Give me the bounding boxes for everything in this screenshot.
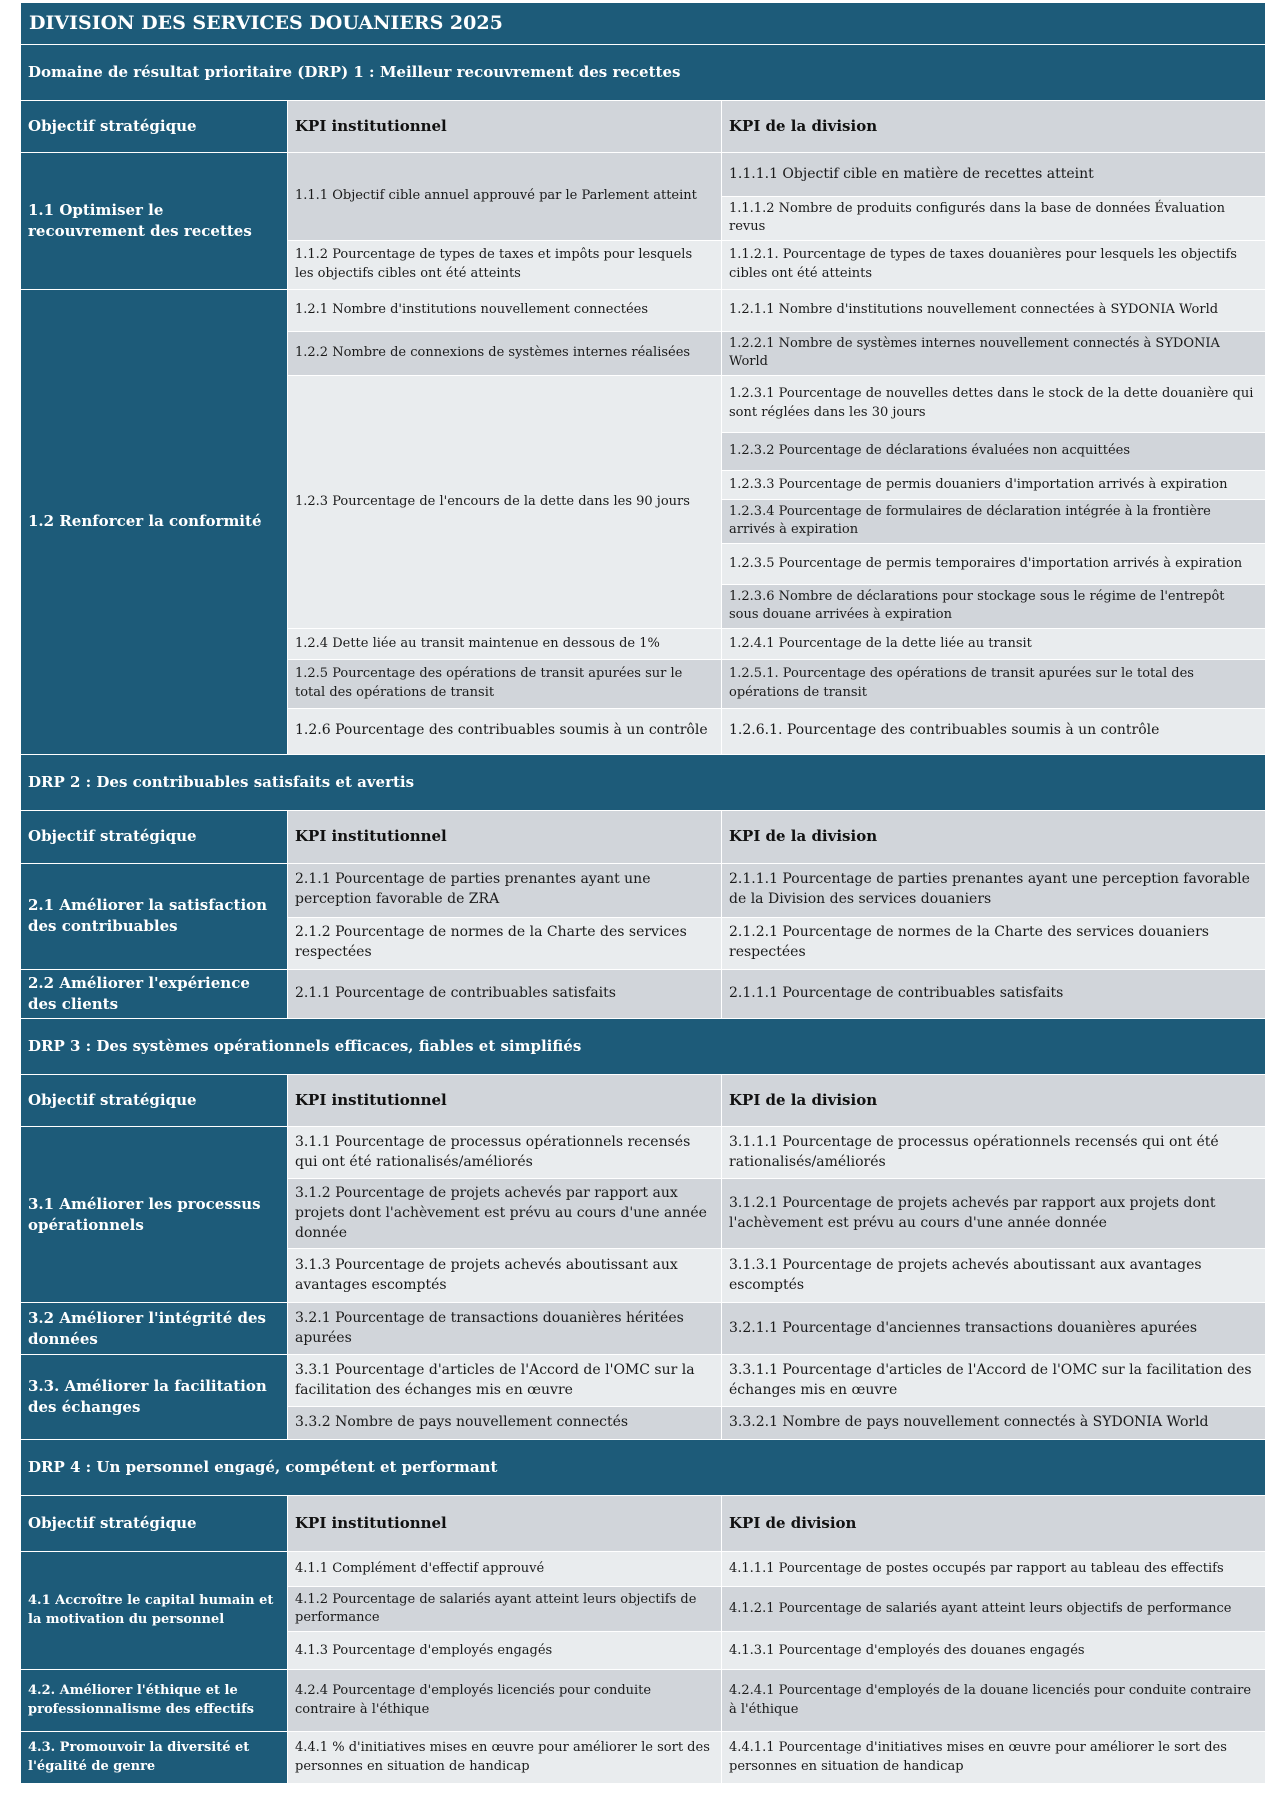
- drp3-title: DRP 3 : Des systèmes opérationnels efficaces, fiables et simplifiés: [21, 1019, 1266, 1075]
- objectif-2-1: 2.1 Améliorer la satisfaction des contribuables: [21, 863, 288, 969]
- header-kpi-institutionnel: KPI institutionnel: [288, 810, 722, 863]
- header-kpi-institutionnel: KPI institutionnel: [288, 101, 722, 153]
- header-objectif: Objectif stratégique: [21, 101, 288, 153]
- kpi-div-4-2-4-1: 4.2.4.1 Pourcentage d'employés de la douane licenciés pour conduite contraire à l'éthique: [722, 1670, 1266, 1732]
- kpi-div-1-2-3-3: 1.2.3.3 Pourcentage de permis douaniers d'importation arrivés à expiration: [722, 470, 1266, 499]
- objectif-4-1: 4.1 Accroître le capital humain et la motivation du personnel: [21, 1552, 288, 1670]
- kpi-div-1-1-2-1: 1.1.2.1. Pourcentage de types de taxes douanières pour lesquels les objectifs cibles ont été atteints: [722, 240, 1266, 289]
- header-kpi-division: KPI de la division: [722, 810, 1266, 863]
- drp2-title: DRP 2 : Des contribuables satisfaits et avertis: [21, 754, 1266, 810]
- kpi-div-3-2-1-1: 3.2.1.1 Pourcentage d'anciennes transactions douanières apurées: [722, 1303, 1266, 1355]
- kpi-inst-3-2-1: 3.2.1 Pourcentage de transactions douanières héritées apurées: [288, 1303, 722, 1355]
- kpi-div-4-4-1-1: 4.4.1.1 Pourcentage d'initiatives mises en œuvre pour améliorer le sort des personnes en situation de handicap: [722, 1732, 1266, 1784]
- kpi-document: [20, 2, 1265, 1784]
- kpi-div-1-1-1-2: 1.1.1.2 Nombre de produits configurés dans la base de données Évaluation revus: [722, 197, 1266, 241]
- objectif-1-1: 1.1 Optimiser le recouvrement des recettes: [21, 153, 288, 290]
- kpi-div-1-2-2-1: 1.2.2.1 Nombre de systèmes internes nouvellement connectés à SYDONIA World: [722, 331, 1266, 375]
- kpi-inst-2-2-1: 2.1.1 Pourcentage de contribuables satisfaits: [288, 969, 722, 1019]
- kpi-div-1-2-5-1: 1.2.5.1. Pourcentage des opérations de transit apurées sur le total des opérations de transit: [722, 659, 1266, 708]
- kpi-table: [20, 2, 1266, 1784]
- kpi-inst-1-1-2: 1.1.2 Pourcentage de types de taxes et impôts pour lesquels les objectifs cibles ont été atteints: [288, 240, 722, 289]
- kpi-div-3-1-3-1: 3.1.3.1 Pourcentage de projets achevés aboutissant aux avantages escomptés: [722, 1249, 1266, 1303]
- kpi-inst-4-1-3: 4.1.3 Pourcentage d'employés engagés: [288, 1632, 722, 1670]
- kpi-div-1-2-3-2: 1.2.3.2 Pourcentage de déclarations évaluées non acquittées: [722, 432, 1266, 470]
- document-title: DIVISION DES SERVICES DOUANIERS 2025: [21, 3, 1266, 45]
- kpi-div-4-1-2-1: 4.1.2.1 Pourcentage de salariés ayant atteint leurs objectifs de performance: [722, 1587, 1266, 1632]
- header-objectif: Objectif stratégique: [21, 810, 288, 863]
- kpi-inst-4-1-2: 4.1.2 Pourcentage de salariés ayant atteint leurs objectifs de performance: [288, 1587, 722, 1632]
- kpi-div-2-2-1-1: 2.1.1.1 Pourcentage de contribuables satisfaits: [722, 969, 1266, 1019]
- kpi-inst-1-2-2: 1.2.2 Nombre de connexions de systèmes internes réalisées: [288, 331, 722, 375]
- kpi-inst-1-2-1: 1.2.1 Nombre d'institutions nouvellement connectées: [288, 289, 722, 331]
- objectif-4-2: 4.2. Améliorer l'éthique et le professionnalisme des effectifs: [21, 1670, 288, 1732]
- header-kpi-division: KPI de la division: [722, 101, 1266, 153]
- kpi-inst-1-1-1: 1.1.1 Objectif cible annuel approuvé par le Parlement atteint: [288, 153, 722, 241]
- header-kpi-institutionnel: KPI institutionnel: [288, 1075, 722, 1127]
- drp4-title: DRP 4 : Un personnel engagé, compétent et performant: [21, 1440, 1266, 1496]
- objectif-1-2: 1.2 Renforcer la conformité: [21, 289, 288, 754]
- header-kpi-division: KPI de la division: [722, 1075, 1266, 1127]
- kpi-inst-4-1-1: 4.1.1 Complément d'effectif approuvé: [288, 1552, 722, 1587]
- kpi-inst-3-3-1: 3.3.1 Pourcentage d'articles de l'Accord de l'OMC sur la facilitation des échanges mis en œuvre: [288, 1355, 722, 1407]
- kpi-div-2-1-2-1: 2.1.2.1 Pourcentage de normes de la Charte des services douaniers respectées: [722, 917, 1266, 969]
- kpi-inst-2-1-1: 2.1.1 Pourcentage de parties prenantes ayant une perception favorable de ZRA: [288, 863, 722, 917]
- kpi-div-1-2-6-1: 1.2.6.1. Pourcentage des contribuables soumis à un contrôle: [722, 708, 1266, 754]
- kpi-inst-1-2-6: 1.2.6 Pourcentage des contribuables soumis à un contrôle: [288, 708, 722, 754]
- header-objectif: Objectif stratégique: [21, 1075, 288, 1127]
- kpi-inst-3-1-2: 3.1.2 Pourcentage de projets achevés par rapport aux projets dont l'achèvement est prévu au cours d'une année donnée: [288, 1179, 722, 1249]
- header-kpi-institutionnel: KPI institutionnel: [288, 1496, 722, 1552]
- kpi-div-3-1-2-1: 3.1.2.1 Pourcentage de projets achevés par rapport aux projets dont l'achèvement est prévu au cours d'une année donnée: [722, 1179, 1266, 1249]
- kpi-inst-1-2-4: 1.2.4 Dette liée au transit maintenue en dessous de 1%: [288, 628, 722, 659]
- kpi-div-3-3-2-1: 3.3.2.1 Nombre de pays nouvellement connectés à SYDONIA World: [722, 1407, 1266, 1440]
- header-objectif: Objectif stratégique: [21, 1496, 288, 1552]
- objectif-3-1: 3.1 Améliorer les processus opérationnels: [21, 1127, 288, 1303]
- objectif-3-3: 3.3. Améliorer la facilitation des échanges: [21, 1355, 288, 1440]
- kpi-div-3-1-1-1: 3.1.1.1 Pourcentage de processus opérationnels recensés qui ont été rationalisés/améliorés: [722, 1127, 1266, 1179]
- kpi-inst-4-2-4: 4.2.4 Pourcentage d'employés licenciés pour conduite contraire à l'éthique: [288, 1670, 722, 1732]
- kpi-div-2-1-1-1: 2.1.1.1 Pourcentage de parties prenantes ayant une perception favorable de la Division des services douaniers: [722, 863, 1266, 917]
- kpi-div-1-2-3-5: 1.2.3.5 Pourcentage de permis temporaires d'importation arrivés à expiration: [722, 543, 1266, 584]
- objectif-4-3: 4.3. Promouvoir la diversité et l'égalité de genre: [21, 1732, 288, 1784]
- kpi-div-4-1-1-1: 4.1.1.1 Pourcentage de postes occupés par rapport au tableau des effectifs: [722, 1552, 1266, 1587]
- kpi-inst-2-1-2: 2.1.2 Pourcentage de normes de la Charte des services respectées: [288, 917, 722, 969]
- kpi-div-1-2-3-1: 1.2.3.1 Pourcentage de nouvelles dettes dans le stock de la dette douanière qui sont réglées dans les 30 jours: [722, 375, 1266, 432]
- objectif-3-2: 3.2 Améliorer l'intégrité des données: [21, 1303, 288, 1355]
- drp1-title: Domaine de résultat prioritaire (DRP) 1 : Meilleur recouvrement des recettes: [21, 45, 1266, 101]
- kpi-div-1-2-3-6: 1.2.3.6 Nombre de déclarations pour stockage sous le régime de l'entrepôt sous douane arrivées à expiration: [722, 584, 1266, 628]
- kpi-div-4-1-3-1: 4.1.3.1 Pourcentage d'employés des douanes engagés: [722, 1632, 1266, 1670]
- kpi-inst-4-4-1: 4.4.1 % d'initiatives mises en œuvre pour améliorer le sort des personnes en situation de handicap: [288, 1732, 722, 1784]
- kpi-inst-3-1-1: 3.1.1 Pourcentage de processus opérationnels recensés qui ont été rationalisés/améliorés: [288, 1127, 722, 1179]
- objectif-2-2: 2.2 Améliorer l'expérience des clients: [21, 969, 288, 1019]
- kpi-inst-1-2-3: 1.2.3 Pourcentage de l'encours de la dette dans les 90 jours: [288, 375, 722, 628]
- kpi-inst-3-3-2: 3.3.2 Nombre de pays nouvellement connectés: [288, 1407, 722, 1440]
- kpi-inst-1-2-5: 1.2.5 Pourcentage des opérations de transit apurées sur le total des opérations de transit: [288, 659, 722, 708]
- kpi-div-1-2-1-1: 1.2.1.1 Nombre d'institutions nouvellement connectées à SYDONIA World: [722, 289, 1266, 331]
- kpi-div-1-1-1-1: 1.1.1.1 Objectif cible en matière de recettes atteint: [722, 153, 1266, 197]
- kpi-div-1-2-4-1: 1.2.4.1 Pourcentage de la dette liée au transit: [722, 628, 1266, 659]
- kpi-inst-3-1-3: 3.1.3 Pourcentage de projets achevés aboutissant aux avantages escomptés: [288, 1249, 722, 1303]
- header-kpi-division: KPI de division: [722, 1496, 1266, 1552]
- kpi-div-1-2-3-4: 1.2.3.4 Pourcentage de formulaires de déclaration intégrée à la frontière arrivés à expiration: [722, 499, 1266, 543]
- kpi-div-3-3-1-1: 3.3.1.1 Pourcentage d'articles de l'Accord de l'OMC sur la facilitation des échanges mis en œuvre: [722, 1355, 1266, 1407]
